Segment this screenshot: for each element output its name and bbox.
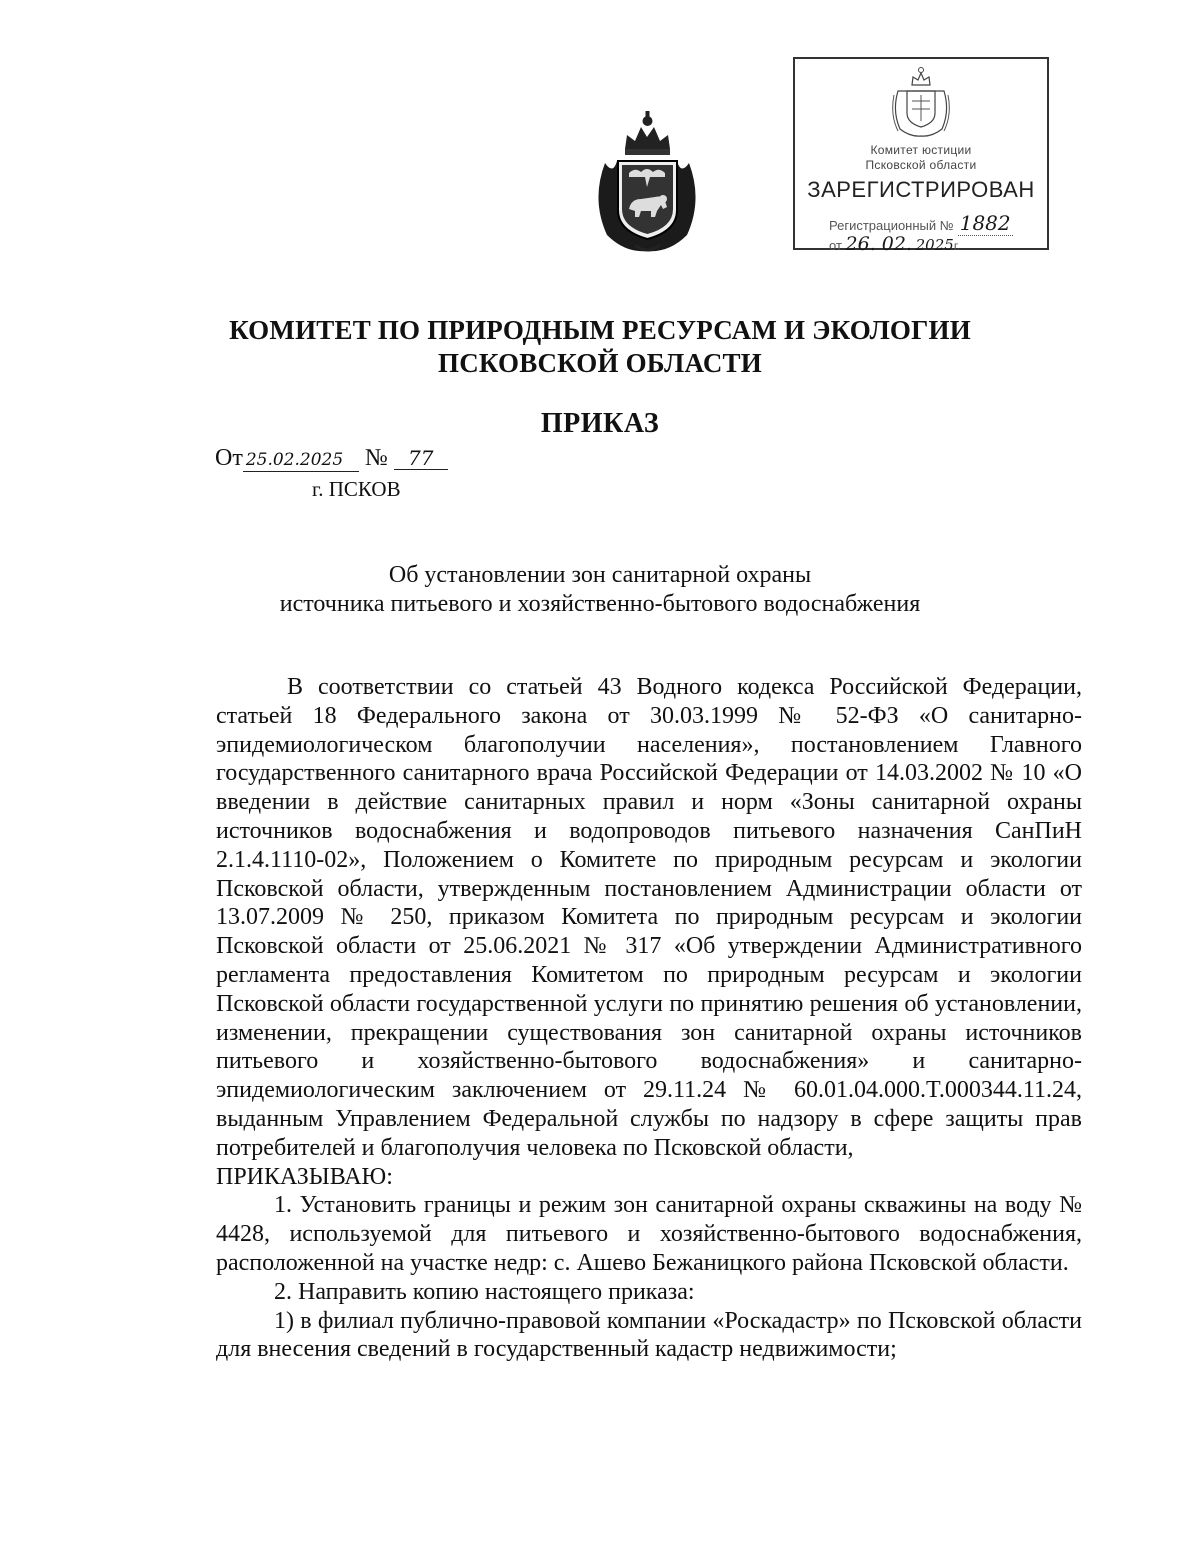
subject-line-2: источника питьевого и хозяйственно-бытового водоснабжения [279, 591, 921, 617]
organization-title-line-1: КОМИТЕТ ПО ПРИРОДНЫМ РЕСУРСАМ И ЭКОЛОГИИ [229, 315, 971, 345]
preamble-paragraph: В соответствии со статьей 43 Водного кодекса Российской Федерации, статьей 18 Федерального закона от 30.03.1999 № 52-ФЗ «О санитарно-эпидемиологическом благополучии населения», постановлением Главного государственного санитарного врача Российской Федерации от 14.03.2002 № 10 «О введении в действие санитарных правил и норм «Зоны санитарной охраны источников водоснабжения и водопроводов питьевого назначения СанПиН 2.1.4.1110-02», Положением о Комитете по природным ресурсам и экологии Псковской области, утвержденным постановлением Администрации области от 13.07.2009 № 250, приказом Комитета по природным ресурсам и экологии Псковской области от 25.06.2021 № 317 «Об утверждении Административного регламента предоставления Комитетом по природным ресурсам и экологии Псковской области государственной услуги по принятию решения об установлении, изменении, прекращении существования зон санитарной охраны источников питьевого и хозяйственно-бытового водоснабжения» и санитарно-эпидемиологическим заключением от 29.11.24 № 60.01.04.000.T.000344.11.24, выданным Управлением Федеральной службы по надзору в сфере защиты прав потребителей и благополучия человека по Псковской области, [216, 674, 1082, 1161]
stamp-year-suffix: г. [953, 239, 961, 253]
date-value: 25.02.2025 [243, 449, 359, 472]
document-subject [0, 561, 1200, 619]
registration-stamp [793, 57, 1049, 255]
stamp-org-line-2: Псковской области [865, 158, 977, 172]
order-item-2: 2. Направить копию настоящего приказа: [274, 1278, 695, 1305]
stamp-status: ЗАРЕГИСТРИРОВАН [807, 177, 1035, 202]
stamp-org-line-1: Комитет юстиции [870, 143, 972, 157]
organization-title [0, 314, 1200, 380]
number-label: № [364, 445, 388, 471]
document-type: ПРИКАЗ [540, 408, 660, 439]
order-word: ПРИКАЗЫВАЮ: [216, 1163, 393, 1190]
city: г. ПСКОВ [312, 477, 401, 501]
number-value: 77 [394, 447, 448, 470]
stamp-reg-number: 1882 [959, 211, 1011, 235]
stamp-date-line [829, 233, 960, 255]
stamp-reg-line [829, 211, 1013, 235]
document-body [216, 673, 1082, 1364]
date-number-line [215, 445, 448, 472]
stamp-date-prefix: от [829, 238, 842, 253]
stamp-date-handwritten: 26. 02. [845, 233, 913, 255]
order-item-2-1: 1) в филиал публично-правовой компании «Роскадастр» по Псковской области для внесения сведений в государственный кадастр недвижимости; [216, 1307, 1082, 1363]
organization-title-line-2: ПСКОВСКОЙ ОБЛАСТИ [438, 348, 762, 378]
date-prefix: От [215, 445, 243, 471]
stamp-emblem-icon [890, 65, 952, 139]
stamp-reg-label: Регистрационный № [829, 218, 954, 233]
subject-line-1: Об установлении зон санитарной охраны [388, 562, 812, 588]
order-item-1: 1. Установить границы и режим зон санитарной охраны скважины на воду № 4428, используемой для питьевого и хозяйственно-бытового водоснабжения, расположенной на участке недр: с. Ашево Бежаницкого района Псковской области. [216, 1192, 1082, 1276]
stamp-year-handwritten: 2025 [915, 236, 954, 254]
coat-of-arms-icon [585, 105, 710, 255]
